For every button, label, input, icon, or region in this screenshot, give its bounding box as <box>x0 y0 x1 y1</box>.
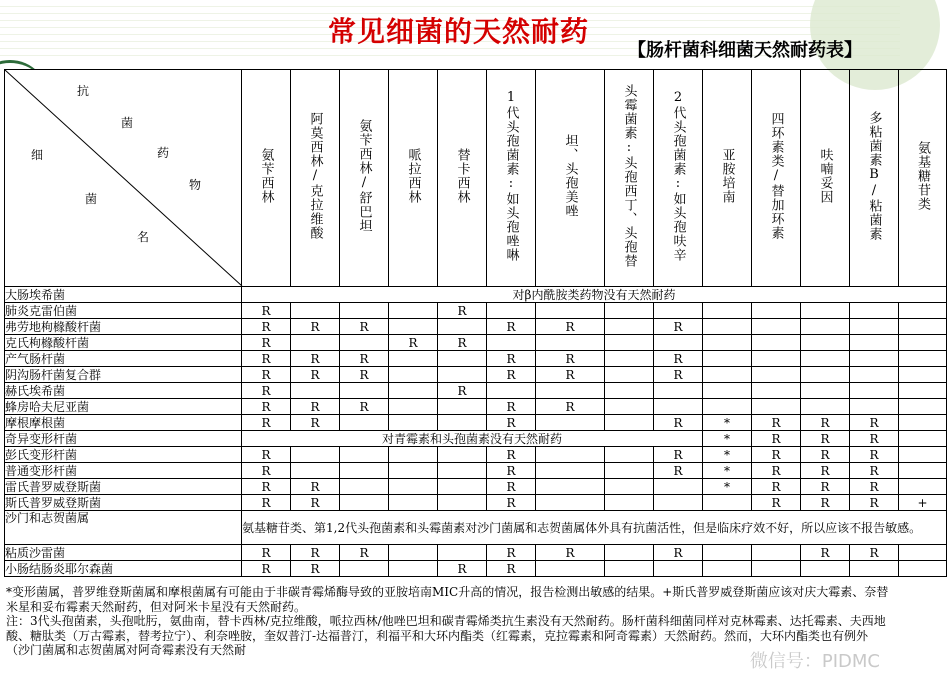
resistance-cell <box>899 303 947 319</box>
resistance-cell: + <box>899 495 947 511</box>
column-header-label: 亚胺培南 <box>719 148 735 204</box>
resistance-cell <box>389 399 438 415</box>
column-header <box>291 70 340 287</box>
resistance-cell: R <box>801 447 850 463</box>
resistance-cell <box>899 431 947 447</box>
table-row <box>5 447 947 463</box>
resistance-cell: * <box>703 479 752 495</box>
resistance-cell <box>801 303 850 319</box>
resistance-cell <box>438 447 487 463</box>
resistance-cell <box>899 383 947 399</box>
resistance-cell <box>340 463 389 479</box>
resistance-cell <box>536 479 605 495</box>
resistance-cell: R <box>801 463 850 479</box>
resistance-cell: R <box>487 463 536 479</box>
resistance-cell <box>801 367 850 383</box>
resistance-cell <box>605 399 654 415</box>
resistance-cell <box>438 463 487 479</box>
bacteria-name: 摩根摩根菌 <box>5 415 242 431</box>
resistance-cell: R <box>654 351 703 367</box>
bacteria-name: 普通变形杆菌 <box>5 463 242 479</box>
resistance-cell <box>291 335 340 351</box>
resistance-cell: R <box>752 479 801 495</box>
corner-antibiotic-1: 抗 <box>77 84 90 98</box>
resistance-cell <box>389 447 438 463</box>
resistance-cell: R <box>487 479 536 495</box>
resistance-cell <box>340 335 389 351</box>
resistance-cell <box>752 399 801 415</box>
resistance-cell: R <box>291 545 340 561</box>
resistance-cell: R <box>242 367 291 383</box>
resistance-cell: R <box>242 545 291 561</box>
resistance-cell <box>389 367 438 383</box>
resistance-cell <box>389 303 438 319</box>
resistance-cell <box>438 367 487 383</box>
resistance-cell <box>605 479 654 495</box>
resistance-cell <box>340 495 389 511</box>
resistance-cell <box>654 383 703 399</box>
resistance-cell <box>536 463 605 479</box>
column-header-label: 多粘菌素B/粘菌素 <box>866 111 882 241</box>
resistance-cell <box>291 303 340 319</box>
resistance-cell: R <box>654 415 703 431</box>
column-header-label: 阿莫西林/克拉维酸 <box>307 112 323 240</box>
resistance-cell <box>703 351 752 367</box>
resistance-cell <box>899 351 947 367</box>
header-row <box>5 70 947 287</box>
bacteria-name: 弗劳地枸橼酸杆菌 <box>5 319 242 335</box>
column-header <box>703 70 752 287</box>
table-row <box>5 303 947 319</box>
resistance-cell <box>801 319 850 335</box>
resistance-cell: R <box>291 351 340 367</box>
resistance-cell <box>605 495 654 511</box>
resistance-cell <box>291 383 340 399</box>
resistance-cell: R <box>752 495 801 511</box>
resistance-cell <box>654 399 703 415</box>
resistance-cell: R <box>438 383 487 399</box>
resistance-cell: R <box>487 367 536 383</box>
table-row <box>5 319 947 335</box>
resistance-cell: R <box>850 463 899 479</box>
resistance-cell <box>850 319 899 335</box>
resistance-cell <box>654 479 703 495</box>
resistance-cell <box>703 335 752 351</box>
column-header-label: 坦、头孢美唑 <box>562 134 578 218</box>
resistance-cell: R <box>291 415 340 431</box>
resistance-cell: R <box>242 447 291 463</box>
resistance-cell: R <box>536 351 605 367</box>
resistance-cell <box>801 561 850 577</box>
table-row <box>5 351 947 367</box>
resistance-cell <box>340 415 389 431</box>
resistance-cell <box>703 561 752 577</box>
resistance-cell: R <box>752 447 801 463</box>
resistance-cell <box>605 303 654 319</box>
page-title: 常见细菌的天然耐药 <box>328 15 590 48</box>
resistance-cell <box>605 351 654 367</box>
corner-antibiotic-2: 菌 <box>121 116 134 130</box>
resistance-cell: R <box>242 335 291 351</box>
table-row <box>5 399 947 415</box>
bacteria-name: 肺炎克雷伯菌 <box>5 303 242 319</box>
table-row <box>5 463 947 479</box>
resistance-cell: R <box>242 415 291 431</box>
resistance-cell <box>438 351 487 367</box>
bacteria-name: 克氏枸橼酸杆菌 <box>5 335 242 351</box>
resistance-cell <box>899 463 947 479</box>
resistance-cell: R <box>340 399 389 415</box>
resistance-cell: R <box>291 561 340 577</box>
table-row <box>5 383 947 399</box>
bacteria-name: 雷氏普罗威登斯菌 <box>5 479 242 495</box>
resistance-cell: R <box>654 463 703 479</box>
resistance-cell: R <box>438 303 487 319</box>
column-header <box>389 70 438 287</box>
resistance-cell <box>605 561 654 577</box>
column-header-label: 替卡西林 <box>454 148 470 204</box>
resistance-cell <box>605 383 654 399</box>
resistance-cell <box>654 561 703 577</box>
bacteria-name: 奇异变形杆菌 <box>5 431 242 447</box>
resistance-cell <box>605 335 654 351</box>
resistance-cell: R <box>438 561 487 577</box>
resistance-cell: R <box>536 545 605 561</box>
bacteria-name: 斯氏普罗威登斯菌 <box>5 495 242 511</box>
resistance-cell <box>340 383 389 399</box>
resistance-cell <box>389 545 438 561</box>
resistance-cell: R <box>340 319 389 335</box>
resistance-cell: R <box>291 319 340 335</box>
resistance-cell <box>703 319 752 335</box>
column-header <box>340 70 389 287</box>
column-header <box>654 70 703 287</box>
corner-bacteria-2: 菌 <box>85 192 98 206</box>
resistance-cell <box>752 303 801 319</box>
resistance-cell: R <box>340 351 389 367</box>
resistance-cell <box>752 561 801 577</box>
resistance-cell: R <box>752 415 801 431</box>
bacteria-name: 沙门和志贺菌属 <box>5 511 242 545</box>
resistance-cell: R <box>291 367 340 383</box>
resistance-cell: R <box>850 495 899 511</box>
resistance-cell <box>899 479 947 495</box>
resistance-cell <box>899 319 947 335</box>
table-corner-header <box>5 70 242 287</box>
table-row <box>5 495 947 511</box>
resistance-cell <box>703 383 752 399</box>
resistance-cell <box>850 351 899 367</box>
footnote-note: 注：3代头孢菌素，头孢吡肟，氨曲南，替卡西林/克拉维酸，哌拉西林/他唑巴坦和碳青霉烯类抗生素没有天然耐药。肠杆菌科细菌同样对克林霉素、达托霉素、夫西地酸、糖肽类（万古霉素，替考拉宁）、利奈唑胺，奎奴普汀-达福普汀，利福平和大环内酯类（红霉素，克拉霉素和阿奇霉素）天然耐药。然而，大环内酯类也有例外（沙门菌属和志贺菌属对阿奇霉素没有天然耐 <box>6 614 886 657</box>
column-header-label: 1代头孢菌素:如头孢唑啉 <box>503 90 519 262</box>
resistance-cell <box>605 463 654 479</box>
column-header <box>801 70 850 287</box>
column-header-label: 呋喃妥因 <box>817 148 833 204</box>
resistance-cell: R <box>487 495 536 511</box>
column-header-label: 头霉菌素:头孢西丁、头孢替 <box>621 84 637 268</box>
resistance-cell: R <box>389 335 438 351</box>
row-note: 对青霉素和头孢菌素没有天然耐药 <box>242 431 703 447</box>
table-row <box>5 479 947 495</box>
resistance-cell <box>801 335 850 351</box>
table-row <box>5 561 947 577</box>
resistance-cell <box>801 383 850 399</box>
resistance-cell: R <box>850 447 899 463</box>
resistance-cell <box>438 415 487 431</box>
column-header-label: 氨苄西林 <box>258 148 274 204</box>
resistance-cell: R <box>242 383 291 399</box>
bacteria-name: 蜂房哈夫尼亚菌 <box>5 399 242 415</box>
resistance-cell <box>703 303 752 319</box>
table-row <box>5 415 947 431</box>
resistance-cell <box>654 495 703 511</box>
bacteria-name: 产气肠杆菌 <box>5 351 242 367</box>
resistance-cell <box>850 561 899 577</box>
resistance-cell <box>605 415 654 431</box>
table-row <box>5 367 947 383</box>
resistance-cell: R <box>242 303 291 319</box>
resistance-cell <box>850 383 899 399</box>
bacteria-name: 阴沟肠杆菌复合群 <box>5 367 242 383</box>
column-header <box>438 70 487 287</box>
resistance-cell: R <box>242 319 291 335</box>
resistance-cell <box>899 447 947 463</box>
resistance-cell <box>536 447 605 463</box>
column-header <box>536 70 605 287</box>
resistance-cell <box>899 415 947 431</box>
resistance-cell: R <box>850 431 899 447</box>
resistance-cell <box>703 399 752 415</box>
table-subtitle: 【肠杆菌科细菌天然耐药表】 <box>628 40 862 61</box>
resistance-table <box>4 69 947 577</box>
corner-antibiotic-3: 药 <box>157 146 170 160</box>
resistance-cell <box>438 495 487 511</box>
resistance-cell <box>487 383 536 399</box>
resistance-cell <box>752 319 801 335</box>
footnote-resistance: *变形菌属，普罗维登斯菌属和摩根菌属有可能由于非碳青霉烯酶导致的亚胺培南MIC升高的情况，报告检测出敏感的结果。+斯氏普罗威登斯菌应该对庆大霉素、奈替米星和妥布霉素天然耐药，但对阿米卡星没有天然耐药。 <box>6 585 889 614</box>
resistance-cell <box>654 335 703 351</box>
resistance-cell <box>291 447 340 463</box>
resistance-cell <box>438 319 487 335</box>
resistance-cell: R <box>487 351 536 367</box>
resistance-cell <box>340 447 389 463</box>
resistance-cell <box>438 545 487 561</box>
resistance-cell: R <box>487 399 536 415</box>
resistance-cell: R <box>242 495 291 511</box>
resistance-cell <box>438 479 487 495</box>
resistance-cell: R <box>654 319 703 335</box>
resistance-cell <box>752 367 801 383</box>
column-header-label: 2代头孢菌素:如头孢呋辛 <box>670 90 686 262</box>
resistance-cell: * <box>703 463 752 479</box>
resistance-cell: R <box>487 447 536 463</box>
resistance-cell <box>605 319 654 335</box>
resistance-cell <box>536 415 605 431</box>
resistance-cell <box>899 545 947 561</box>
resistance-cell <box>703 495 752 511</box>
bacteria-name: 赫氏埃希菌 <box>5 383 242 399</box>
resistance-cell <box>850 399 899 415</box>
resistance-cell: R <box>340 367 389 383</box>
resistance-cell <box>487 335 536 351</box>
resistance-cell <box>605 367 654 383</box>
resistance-cell: R <box>242 351 291 367</box>
resistance-cell: R <box>850 479 899 495</box>
bacteria-name: 彭氏变形杆菌 <box>5 447 242 463</box>
resistance-cell: R <box>801 495 850 511</box>
table-row <box>5 287 947 303</box>
resistance-cell <box>752 351 801 367</box>
resistance-cell: * <box>703 431 752 447</box>
resistance-cell: R <box>242 399 291 415</box>
resistance-cell <box>801 399 850 415</box>
resistance-cell: * <box>703 415 752 431</box>
resistance-cell: R <box>654 447 703 463</box>
row-note: 对β内酰胺类药物没有天然耐药 <box>242 287 947 303</box>
resistance-cell <box>703 545 752 561</box>
resistance-cell <box>536 383 605 399</box>
resistance-cell: R <box>850 545 899 561</box>
resistance-cell <box>389 561 438 577</box>
corner-antibiotic-4: 物 <box>189 178 202 192</box>
resistance-cell: R <box>291 399 340 415</box>
bacteria-name: 大肠埃希菌 <box>5 287 242 303</box>
bacteria-name: 粘质沙雷菌 <box>5 545 242 561</box>
resistance-cell: R <box>801 415 850 431</box>
resistance-cell <box>340 303 389 319</box>
resistance-cell: R <box>850 415 899 431</box>
resistance-cell: R <box>801 479 850 495</box>
resistance-cell <box>752 383 801 399</box>
resistance-cell <box>389 495 438 511</box>
resistance-cell: R <box>801 545 850 561</box>
resistance-cell <box>899 335 947 351</box>
resistance-cell <box>340 561 389 577</box>
resistance-cell: R <box>438 335 487 351</box>
resistance-cell <box>291 463 340 479</box>
resistance-cell: R <box>340 545 389 561</box>
resistance-cell: R <box>291 495 340 511</box>
resistance-cell <box>605 447 654 463</box>
diagonal-line <box>5 70 242 286</box>
resistance-cell <box>536 495 605 511</box>
resistance-cell <box>389 479 438 495</box>
watermark: 微信号：PIDMC <box>749 651 880 672</box>
corner-bacteria-1: 细 <box>31 148 44 162</box>
resistance-cell: R <box>536 367 605 383</box>
column-header-label: 四环素类/替加环素 <box>768 112 784 240</box>
resistance-cell <box>850 367 899 383</box>
resistance-cell <box>850 335 899 351</box>
resistance-cell: R <box>752 431 801 447</box>
column-header-label: 氨基糖苷类 <box>915 141 930 211</box>
column-header-label: 哌拉西林 <box>405 148 421 204</box>
resistance-cell <box>850 303 899 319</box>
resistance-cell: R <box>487 545 536 561</box>
column-header <box>899 70 947 287</box>
resistance-cell: R <box>291 479 340 495</box>
resistance-cell <box>899 367 947 383</box>
resistance-cell <box>536 303 605 319</box>
resistance-cell <box>536 561 605 577</box>
bacteria-name: 小肠结肠炎耶尔森菌 <box>5 561 242 577</box>
resistance-cell <box>605 545 654 561</box>
resistance-cell: R <box>242 561 291 577</box>
column-header <box>487 70 536 287</box>
resistance-cell <box>899 561 947 577</box>
resistance-cell <box>536 335 605 351</box>
column-header <box>605 70 654 287</box>
resistance-cell: R <box>536 399 605 415</box>
resistance-cell: R <box>752 463 801 479</box>
corner-bacteria-3: 名 <box>137 230 150 244</box>
column-header <box>242 70 291 287</box>
resistance-cell <box>899 399 947 415</box>
resistance-cell: R <box>242 463 291 479</box>
resistance-cell: * <box>703 447 752 463</box>
resistance-cell <box>801 351 850 367</box>
resistance-cell <box>389 463 438 479</box>
resistance-cell <box>389 415 438 431</box>
resistance-cell: R <box>536 319 605 335</box>
column-header <box>850 70 899 287</box>
resistance-cell: R <box>801 431 850 447</box>
resistance-cell <box>438 399 487 415</box>
column-header-label: 氨苄西林/舒巴坦 <box>356 119 372 233</box>
resistance-cell <box>752 335 801 351</box>
column-header <box>752 70 801 287</box>
resistance-cell: R <box>242 479 291 495</box>
resistance-cell <box>654 303 703 319</box>
resistance-cell: R <box>654 545 703 561</box>
resistance-cell <box>487 303 536 319</box>
resistance-cell <box>703 367 752 383</box>
table-row <box>5 511 947 545</box>
table-row <box>5 335 947 351</box>
resistance-cell: R <box>654 367 703 383</box>
resistance-cell <box>340 479 389 495</box>
resistance-cell <box>389 351 438 367</box>
resistance-cell <box>389 383 438 399</box>
resistance-cell <box>389 319 438 335</box>
row-note: 氨基糖苷类、第1,2代头孢菌素和头霉菌素对沙门菌属和志贺菌属体外具有抗菌活性，但是临床疗效不好，所以应该不报告敏感。 <box>242 511 947 545</box>
table-row <box>5 431 947 447</box>
table-body <box>5 287 947 577</box>
resistance-cell: R <box>487 415 536 431</box>
resistance-cell: R <box>487 561 536 577</box>
resistance-cell: R <box>487 319 536 335</box>
table-row <box>5 545 947 561</box>
resistance-cell <box>752 545 801 561</box>
